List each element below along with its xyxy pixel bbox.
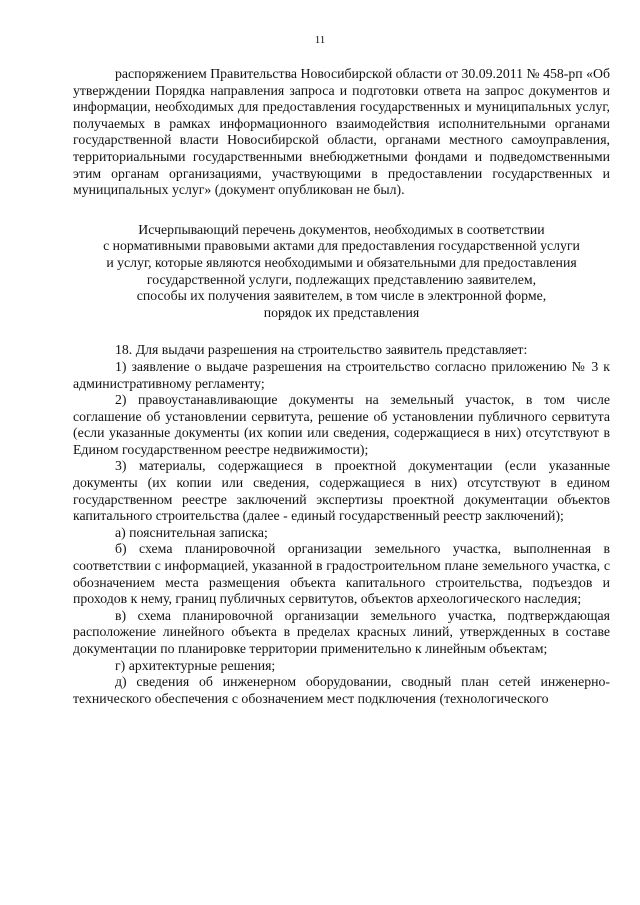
page-number: 11 (314, 34, 326, 46)
heading-line: и услуг, которые являются необходимыми и обязательными для предоставления (106, 254, 577, 270)
list-item-1: 1) заявление о выдаче разрешения на строительство согласно приложению № 3 к административному регламенту; (73, 358, 610, 391)
section-heading (73, 222, 610, 322)
sub-item-b: б) схема планировочной организации земельного участка, выполненная в соответствии с информацией, указанной в градостроительном плане земельного участка, с обозначением места размещения объекта капитального строительства, подъездов и проходов к нему, границ публичных сервитутов, объектов археологического наследия; (73, 541, 610, 607)
heading-line: Исчерпывающий перечень документов, необходимых в соответствии (138, 221, 545, 237)
list-item-3: 3) материалы, содержащиеся в проектной документации (если указанные документы (их копии или сведения, содержащиеся в них) отсутствуют в едином государственном реестре заключений экспертизы проектной документации объектов капитального строительства (далее - единый государственный реестр заключений); (73, 458, 610, 524)
sub-item-g: г) архитектурные решения; (115, 657, 276, 673)
list-item-2: 2) правоустанавливающие документы на земельный участок, в том числе соглашение об установлении сервитута, решение об установлении публичного сервитута (если указанные документы (их копии или сведения, содержащиеся в них) отсутствуют в Едином государственном реестре недвижимости); (73, 392, 610, 457)
heading-line: способы их получения заявителем, в том числе в электронной форме, (136, 288, 547, 304)
heading-line: государственной услуги, подлежащих представлению заявителем, (146, 271, 537, 287)
heading-line: с нормативными правовыми актами для предоставления государственной услуги (103, 238, 580, 254)
sub-item-v: в) схема планировочной организации земельного участка, подтверждающая расположение линейного объекта в пределах красных линий, утвержденных в составе документации по планировке территории применительно к линейным объектам; (73, 607, 610, 656)
sub-item-d: д) сведения об инженерном оборудовании, сводный план сетей инженерно-технического обеспечения с обозначением мест подключения (технологического (73, 674, 610, 706)
intro-paragraph: распоряжением Правительства Новосибирской области от 30.09.2011 № 458-рп «Об утверждении Порядка направления запроса и подготовки ответа на запрос документов и информации, необходимых для предоставления государственных и муниципальных услуг, получаемых в рамках информационного взаимодействия исполнительными органами государственной власти Новосибирской области, органами местного самоуправления, территориальными государственными внебюджетными фондами и подведомственными этим органам организациями, участвующими в предоставлении государственных и муниципальных услуг» (документ опубликован не был). (73, 66, 610, 198)
heading-line: порядок их представления (263, 304, 420, 320)
paragraph-18: 18. Для выдачи разрешения на строительство заявитель представляет: (115, 342, 528, 358)
sub-item-a: а) пояснительная записка; (115, 524, 268, 540)
document-body (73, 66, 610, 707)
